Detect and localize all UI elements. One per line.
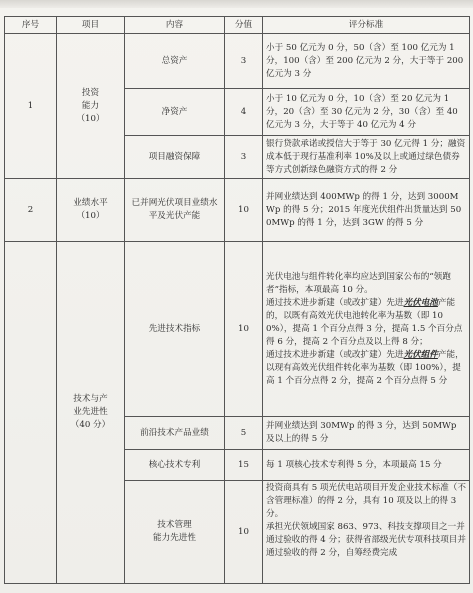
content-cell (125, 481, 225, 584)
criteria-text: 通过技术进步新建（或改扩建）先进 (266, 297, 404, 308)
score-cell: 3 (225, 34, 263, 89)
criteria-text: 产能，以现有高效光伏组件转化率为基数（即 100%），提高 1 个百分点得 2 分，提高 2 个百分点得 5 分 (266, 349, 464, 386)
item-cell (57, 242, 125, 584)
content-cell: 项目融资保障 (125, 136, 225, 179)
table-row (5, 242, 470, 417)
header-criteria: 评分标准 (263, 17, 470, 34)
content-label-line: 能力先进性 (153, 533, 196, 543)
content-cell: 先进技术指标 (125, 242, 225, 417)
header-content: 内容 (125, 17, 225, 34)
criteria-cell: 银行贷款承诺或授信大于等于 30 亿元得 1 分；融资成本低于现行基准利率 10%及以上或通过绿色债券等方式创新绿色融资方式的得 2 分 (263, 136, 470, 179)
criteria-cell: 小于 50 亿元为 0 分，50（含）至 100 亿元为 1 分，100（含）至 200 亿元为 2 分，大于等于 200 亿元为 3 分 (263, 34, 470, 89)
item-label-line: 技术与产 (73, 394, 108, 404)
criteria-cell: 每 1 项核心技术专利得 5 分，本项最高 15 分 (263, 450, 470, 481)
item-score-line: （10） (76, 211, 105, 221)
criteria-cell (263, 242, 470, 417)
criteria-cell: 小于 10 亿元为 0 分，10（含）至 20 亿元为 1 分，20（含）至 30 亿元为 2 分，30（含）至 40 亿元为 3 分，大于等于 40 亿元为 4 分 (263, 89, 470, 136)
item-cell (57, 34, 125, 179)
criteria-cell: 并网业绩达到 400MWp 的得 1 分，达到 3000MWp 的得 5 分；2015 年度光伏组件出货量达到 500MWp 的得 1 分，达到 3GW 的得 5 分 (263, 179, 470, 242)
item-label-line: 业先进性 (73, 407, 108, 417)
item-label-line: 业绩水平 (73, 198, 108, 208)
table-row (5, 179, 470, 242)
scoring-table (4, 16, 470, 584)
table-header-row (5, 17, 470, 34)
criteria-paragraph (266, 349, 466, 388)
item-label-line: 投资 (81, 87, 100, 98)
content-cell: 净资产 (125, 89, 225, 136)
content-cell: 核心技术专利 (125, 450, 225, 481)
content-cell: 总资产 (125, 34, 225, 89)
score-cell: 5 (225, 417, 263, 450)
header-seq: 序号 (5, 17, 57, 34)
item-score-line: （10） (76, 113, 105, 124)
seq-cell: 1 (5, 34, 57, 179)
item-label-line: 能力 (81, 100, 100, 111)
seq-cell: 2 (5, 179, 57, 242)
content-cell: 前沿技术产品业绩 (125, 417, 225, 450)
criteria-paragraph (266, 297, 466, 349)
criteria-paragraph: 承担光伏领域国家 863、973、科技支撑项目之一并通过验收的得 4 分；获得省部级光伏专项科技项目并通过验收的得 2 分，自筹经费完成 (266, 522, 466, 558)
scan-top-edge (0, 0, 473, 8)
seq-cell (5, 242, 57, 584)
score-cell: 3 (225, 136, 263, 179)
score-cell: 15 (225, 450, 263, 481)
score-cell: 10 (225, 242, 263, 417)
criteria-text: 产能的，以既有高效光伏电池转化率为基数（即 100%），提高 1 个百分点得 3 分，提高 1.5 个百分点得 6 分，提高 2 个百分点及以上得 8 分； (266, 297, 463, 347)
item-cell (57, 179, 125, 242)
score-cell: 4 (225, 89, 263, 136)
criteria-text: 通过技术进步新建（或改扩建）先进 (266, 349, 404, 360)
table-row (5, 34, 470, 89)
content-label-line: 技术管理 (157, 520, 192, 530)
highlighted-term: 光伏组件 (403, 349, 438, 360)
score-cell: 10 (225, 179, 263, 242)
highlighted-term: 光伏电池 (403, 297, 438, 308)
criteria-paragraph: 光伏电池与组件转化率均应达到国家公布的“领跑者”指标，本项最高 10 分。 (266, 271, 451, 295)
header-item: 项目 (57, 17, 125, 34)
content-cell: 已并网光伏项目业绩水平及光伏产能 (125, 179, 225, 242)
criteria-paragraph: 投资商具有 5 项光伏电站项目开发企业技术标准（不含管理标准）的得 2 分，具有 10 项及以上的得 3 分。 (266, 483, 466, 519)
item-score-line: （40 分） (70, 420, 111, 430)
score-cell: 10 (225, 481, 263, 584)
criteria-cell (263, 481, 470, 584)
criteria-cell: 并网业绩达到 30MWp 的得 3 分，达到 50MWp 及以上的得 5 分 (263, 417, 470, 450)
header-score: 分值 (225, 17, 263, 34)
